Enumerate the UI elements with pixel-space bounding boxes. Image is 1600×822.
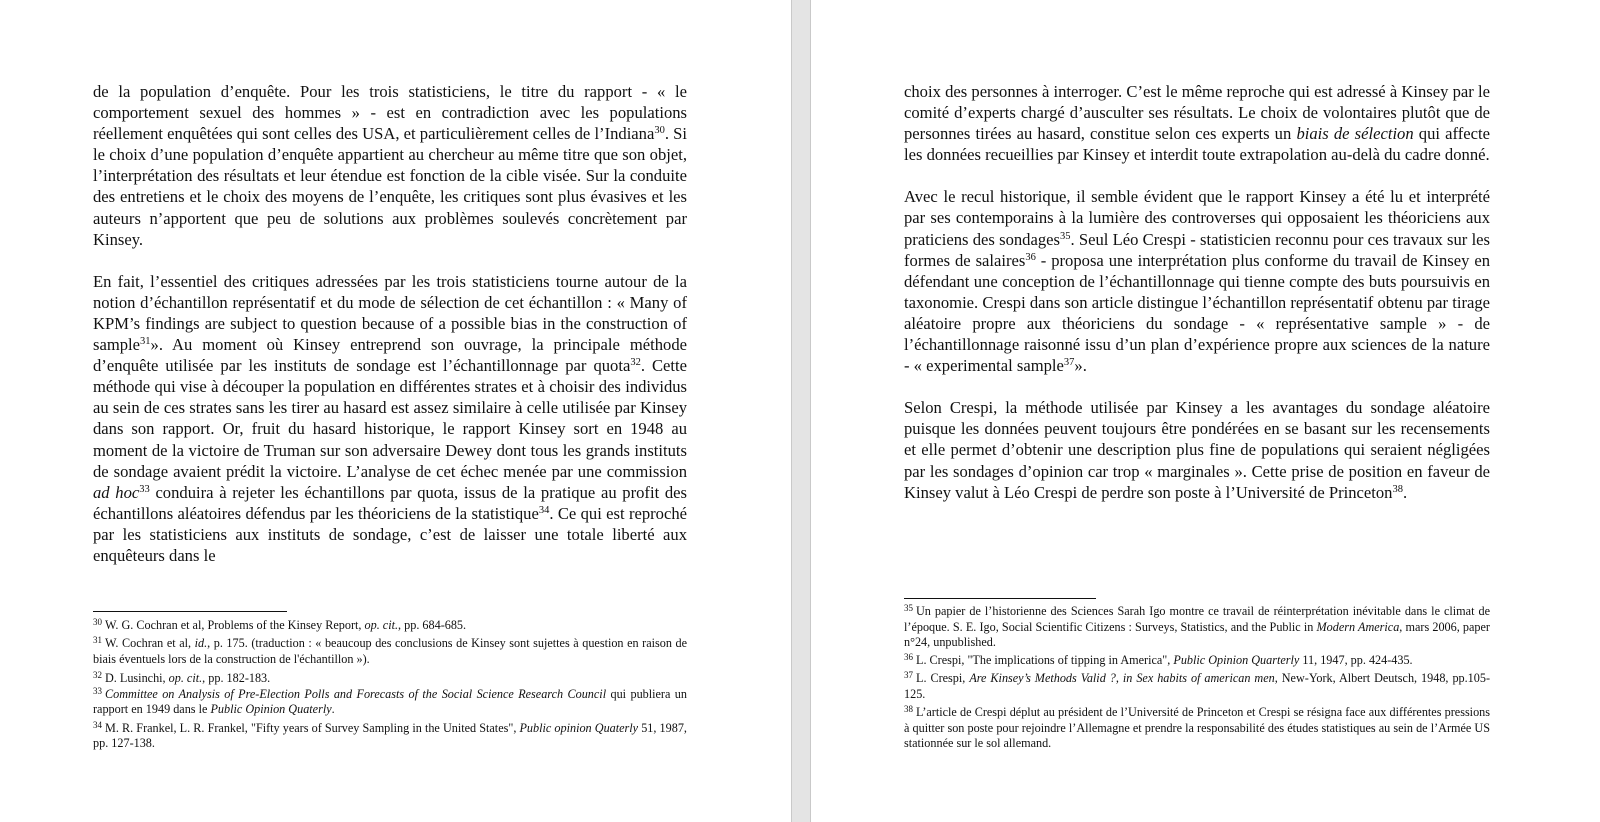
- footnote-reference[interactable]: 30: [654, 125, 665, 137]
- paragraph: [904, 186, 1490, 376]
- text-run: qui publiera un rapport en 1949 dans le: [93, 686, 687, 717]
- paragraph: [904, 81, 1490, 165]
- footnote-reference[interactable]: 38: [1392, 483, 1403, 495]
- text-run: qui affecte les données recueillies par Kinsey et interdit toute extrapolation au-delà du cadre donné.: [904, 124, 1490, 165]
- italic-text: Public Opinion Quarterly: [1173, 653, 1300, 668]
- text-run: , pp. 684-685.: [398, 618, 467, 632]
- italic-text: id.: [194, 636, 208, 651]
- italic-text: op. cit.: [364, 618, 399, 632]
- footnote-number: 34: [93, 719, 102, 730]
- text-run: Un papier de l’historienne des Sciences Sarah Igo montre ce travail de réinterprétation inévitable dans le climat de l’époque. S. E. Igo, Social Scientific Citizens : Surveys, Statistics, and the Public in: [904, 604, 1490, 634]
- page-right: [811, 0, 1600, 822]
- footnote-separator: [93, 611, 287, 612]
- text-run: ».: [1074, 356, 1087, 376]
- text-run: 11, 1947, pp. 424-435.: [1299, 653, 1413, 668]
- body-text: [93, 81, 687, 566]
- text-run: M. R. Frankel, L. R. Frankel, "Fifty years of Survey Sampling in the United States",: [105, 720, 520, 735]
- text-run: de la population d’enquête. Pour les trois statisticiens, le titre du rapport - « le comportement sexuel des hommes » - est en contradiction avec les populations réellement enquêtées qui sont celles des USA, et particulièrement celles de l’Indiana: [93, 82, 687, 144]
- paragraph: [904, 397, 1490, 502]
- italic-text: Modern America: [1316, 619, 1400, 634]
- text-run: ». Au moment où Kinsey entreprend son ouvrage, la principale méthode d’enquête utilisée par les instituts de sondage est l’échantillonnage par quota: [93, 335, 687, 376]
- text-run: , New-York, Albert Deutsch, 1948, pp.105-125.: [904, 671, 1491, 701]
- text-run: .: [331, 702, 335, 717]
- footnote: [93, 618, 687, 634]
- footnote-number: 33: [93, 685, 102, 696]
- footnote-number: 32: [93, 670, 102, 681]
- italic-text: ad hoc: [93, 482, 140, 502]
- text-run: En fait, l’essentiel des critiques adressées par les trois statisticiens tourne autour de la notion d’échantillon représentatif et du mode de sélection de cet échantillon : « Many of KPM’s findings are subject to question because of a possible bias in the construction of sample: [93, 271, 687, 355]
- footnote-number: 37: [904, 670, 913, 681]
- body-text: [904, 81, 1490, 503]
- paragraph: [93, 81, 687, 250]
- italic-text: biais de sélection: [1296, 124, 1414, 144]
- text-run: .: [1402, 482, 1408, 502]
- italic-text: Are Kinsey’s Methods Valid ?, in Sex habits of american men: [969, 671, 1275, 686]
- footnote: [93, 721, 687, 752]
- text-run: conduira à rejeter les échantillons par quota, issus de la pratique au profit des échantillons aléatoires défendus par les théoriciens de la statistique: [93, 482, 687, 523]
- text-run: Avec le recul historique, il semble évident que le rapport Kinsey a été lu et interprété par ses contemporains à la lumière des controverses qui opposaient les théoriciens aux praticiens des sondages: [904, 187, 1490, 249]
- footnote-number: 35: [904, 603, 913, 613]
- footnote-number: 30: [93, 617, 102, 627]
- text-run: , p. 175. (traduction : « beaucoup des conclusions de Kinsey sont sujettes à question en raison de biais éventuels lors de la construction de l'échantillon »).: [93, 636, 687, 666]
- text-run: Selon Crespi, la méthode utilisée par Kinsey a les avantages du sondage aléatoire puisque les données peuvent toujours être pondérées en se basant sur les recensements et elle permet d’obtenir une description plus fine de populations qui seraient négligées par les sondages d’opinion car trop « marginales ». Cette prise de position en faveur de Kinsey valut à Léo Crespi de perdre son poste à l’Université de Princeton: [904, 398, 1490, 502]
- footnote-reference[interactable]: 33: [139, 483, 150, 495]
- text-run: D. Lusinchi,: [105, 671, 169, 686]
- text-run: , mars 2006, paper n°24, unpublished.: [904, 619, 1490, 650]
- page-left: [0, 0, 791, 822]
- text-run: L. Crespi, "The implications of tipping in America",: [916, 653, 1174, 668]
- text-run: L’article de Crespi déplut au président de l’Université de Princeton et Crespi se résigna face aux différentes pressions à quitter son poste pour rejoindre l’Allemagne et prendre la responsabilité des études statistiques au sein de l’Armée US stationnée sur le sol allemand.: [904, 705, 1490, 751]
- italic-text: op. cit.: [168, 671, 203, 686]
- italic-text: Public Opinion Quaterly: [210, 702, 332, 717]
- text-run: 51, 1987, pp. 127-138.: [93, 720, 687, 751]
- page-gutter: [791, 0, 811, 822]
- footnote-reference[interactable]: 37: [1063, 357, 1075, 369]
- italic-text: Public opinion Quaterly: [519, 720, 639, 735]
- footnote-reference[interactable]: 34: [538, 504, 550, 516]
- footnote-reference[interactable]: 35: [1059, 230, 1071, 242]
- italic-text: Committee on Analysis of Pre-Election Polls and Forecasts of the Social Science Research Council: [105, 686, 607, 701]
- text-run: . Cette méthode qui vise à découper la population en différentes strates et à choisir des individus au sein de ces strates sans les tirer au hasard est assez similaire à celle utilisée par Kinsey dans son rapport. Or, fruit du hasard historique, le rapport Kinsey sort en 1948 au moment de la victoire de Truman sur son adversaire Dewey dont tous les grands instituts de sondage avaient prédit la victoire. L’analyse de cet échec menée par une commission: [93, 356, 687, 481]
- text-run: W. G. Cochran et al, Problems of the Kinsey Report,: [105, 618, 365, 632]
- footnote-reference[interactable]: 36: [1025, 251, 1036, 263]
- paragraph: [93, 271, 687, 566]
- footnotes: [904, 604, 1490, 754]
- footnote-separator: [904, 598, 1096, 599]
- footnote-reference[interactable]: 31: [140, 336, 151, 348]
- footnote: [904, 653, 1490, 669]
- text-run: W. Cochran et al,: [105, 636, 195, 651]
- footnote-number: 38: [904, 704, 913, 715]
- footnote: [904, 671, 1490, 702]
- text-run: choix des personnes à interroger. C’est le même reproche qui est adressé à Kinsey par le comité d’experts chargé d’ausculter ses résultats. Le choix de volontaires plutôt que de personnes tirées au hasard, constitue selon ces experts un: [904, 82, 1490, 144]
- footnote-number: 31: [93, 635, 102, 646]
- text-run: L. Crespi,: [916, 671, 970, 686]
- footnote-reference[interactable]: 32: [630, 357, 641, 369]
- footnotes: [93, 618, 687, 754]
- text-run: , pp. 182-183.: [202, 671, 271, 686]
- footnote: [904, 604, 1490, 651]
- footnote: [93, 636, 687, 667]
- text-run: . Ce qui est reproché par les statisticiens aux instituts de sondage, c’est de laisser une totale liberté aux enquêteurs dans le: [93, 503, 687, 565]
- text-run: . Si le choix d’une population d’enquête appartient au chercheur au même titre que son objet, l’interprétation des résultats et leur étendue est fonction de la cible visée. Sur la conduite des entretiens et le choix des moyens de l’enquête, les critiques sont plus évasives et les auteurs n’apportent que peu de solutions aux problèmes soulevés concrètement par Kinsey.: [93, 124, 687, 249]
- footnote: [904, 705, 1490, 752]
- footnote: [93, 687, 687, 718]
- footnote: [93, 671, 687, 687]
- text-run: . Seul Léo Crespi - statisticien reconnu pour ces travaux sur les formes de salaires: [904, 229, 1490, 270]
- footnote-number: 36: [904, 652, 913, 663]
- text-run: - proposa une interprétation plus conforme du travail de Kinsey en défendant une conception de l’échantillonnage qui tienne compte des buts poursuivis en taxonomie. Crespi dans son article distingue l’échantillon représentatif obtenu par tirage aléatoire propre aux théoriciens du sondage - « représentative sample » - de l’échantillonnage raisonné issu d’un plan d’expérience propre aux sciences de la nature - « experimental sample: [904, 250, 1491, 376]
